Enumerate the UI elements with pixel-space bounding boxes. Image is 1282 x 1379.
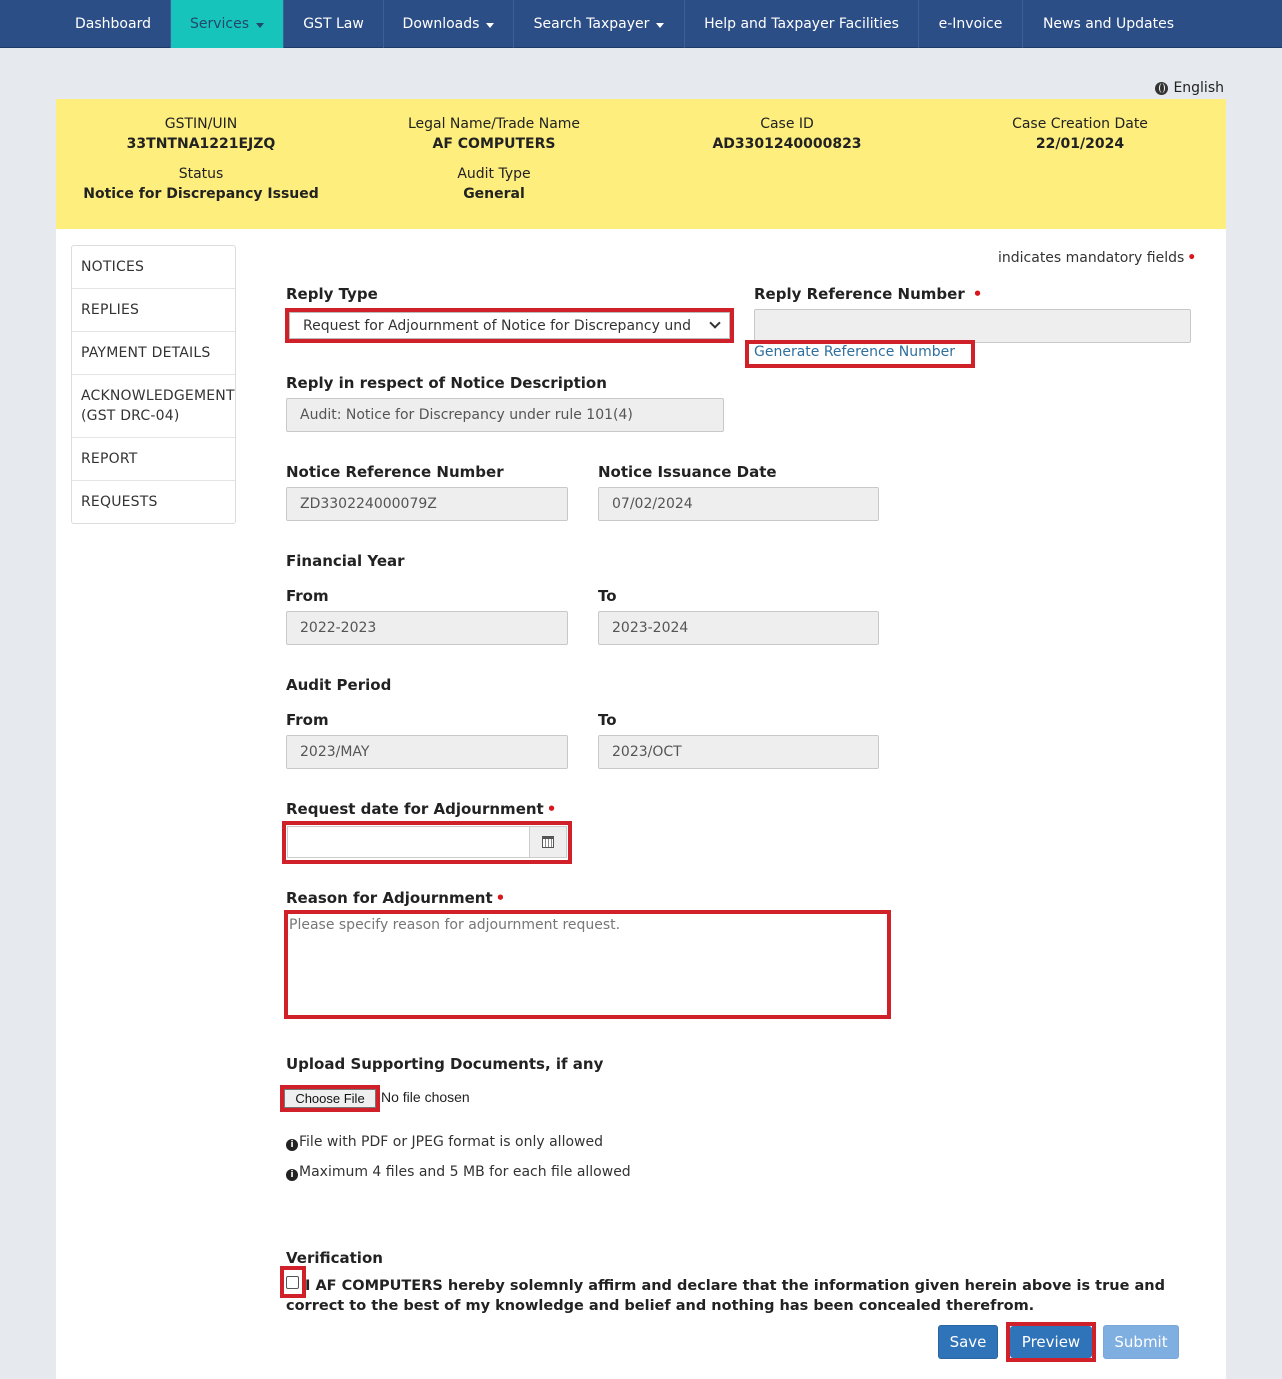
reply-ref-input[interactable]: [754, 309, 1191, 343]
info-icon: i: [286, 1169, 298, 1181]
audit-type-label: Audit Type: [457, 166, 531, 182]
sidebar-item-payment-details[interactable]: PAYMENT DETAILS: [72, 332, 235, 375]
reply-type-select[interactable]: [289, 312, 730, 339]
reason-label-wrap: [286, 889, 505, 907]
gstin-label: GSTIN/UIN: [164, 116, 238, 132]
reply-ref-label: Reply Reference Number: [754, 285, 965, 303]
audit-type-value: General: [463, 186, 525, 202]
language-selector[interactable]: [1155, 80, 1224, 96]
sidebar-item-acknowledgement[interactable]: ACKNOWLEDGEMENT (GST DRC-04): [72, 375, 235, 438]
notice-date-label: Notice Issuance Date: [598, 463, 777, 481]
caret-down-icon: [656, 23, 664, 28]
nav-label: Downloads: [402, 16, 480, 32]
notice-date-field: [598, 487, 879, 521]
case-id-label: Case ID: [760, 116, 814, 132]
audit-period-label: Audit Period: [286, 676, 392, 694]
nav-label: Help and Taxpayer Facilities: [704, 16, 899, 32]
fy-to-label: To: [598, 587, 617, 605]
ap-to-field: [598, 735, 879, 769]
sidebar-item-report[interactable]: REPORT: [72, 438, 235, 481]
status-cell: [56, 164, 346, 204]
nav-downloads[interactable]: [384, 0, 514, 48]
reply-type-value: Request for Adjournment of Notice for Discrepancy und: [303, 317, 691, 334]
verification-text: I AF COMPUTERS hereby solemnly affirm and declare that the information given herein above is true and correct to the best of my knowledge and belief and nothing has been concealed therefrom.: [286, 1278, 1165, 1314]
reply-type-label: Reply Type: [286, 285, 378, 303]
financial-year-label: Financial Year: [286, 552, 405, 570]
nav-label: News and Updates: [1042, 16, 1175, 32]
fy-from-field: [286, 611, 568, 645]
submit-label: Submit: [1114, 1333, 1168, 1351]
verification-label: Verification: [286, 1249, 383, 1267]
notice-desc-field: [286, 398, 724, 432]
sidebar-item-replies[interactable]: REPLIES: [72, 289, 235, 332]
case-id-value: AD3301240000823: [712, 136, 862, 152]
info-icon: i: [286, 1139, 298, 1151]
required-star: •: [972, 285, 983, 303]
nav-label: e-Invoice: [938, 16, 1003, 32]
calendar-icon: [542, 836, 554, 848]
audit-type-cell: [349, 164, 639, 204]
caret-down-icon: [256, 23, 264, 28]
generate-reference-link[interactable]: Generate Reference Number: [754, 344, 956, 360]
format-note-text: File with PDF or JPEG format is only allowed: [299, 1134, 603, 1150]
sidebar-item-notices[interactable]: NOTICES: [72, 246, 235, 289]
language-label: English: [1173, 80, 1224, 96]
reason-label: Reason for Adjournment: [286, 889, 493, 907]
gstin-cell: [56, 114, 346, 154]
reason-textarea[interactable]: [288, 914, 887, 1015]
reply-ref-label-wrap: [754, 285, 982, 303]
ap-from-label: From: [286, 711, 329, 729]
upload-label: Upload Supporting Documents, if any: [286, 1055, 604, 1073]
globe-icon: [1155, 82, 1168, 95]
fy-from-value: 2022-2023: [300, 620, 377, 636]
save-button[interactable]: [938, 1325, 998, 1359]
legal-name-label: Legal Name/Trade Name: [407, 116, 581, 132]
case-date-label: Case Creation Date: [1012, 116, 1148, 132]
mandatory-note-text: indicates mandatory fields: [998, 250, 1185, 266]
case-date-value: 22/01/2024: [1035, 136, 1125, 152]
choose-file-button[interactable]: [284, 1089, 376, 1108]
ap-from-value: 2023/MAY: [300, 744, 370, 760]
legal-name-cell: [349, 114, 639, 154]
notice-ref-field: [286, 487, 568, 521]
nav-dashboard[interactable]: [56, 0, 171, 48]
submit-button[interactable]: [1103, 1325, 1179, 1359]
calendar-button[interactable]: [529, 826, 567, 858]
status-label: Status: [178, 166, 224, 182]
nav-label: GST Law: [303, 16, 364, 32]
nav-label: Search Taxpayer: [533, 16, 650, 32]
size-note: [286, 1164, 631, 1181]
nav-e-invoice[interactable]: [919, 0, 1023, 48]
ap-from-field: [286, 735, 568, 769]
notice-desc-value: Audit: Notice for Discrepancy under rule 101(4): [300, 407, 633, 423]
preview-label: Preview: [1021, 1333, 1081, 1351]
ap-to-label: To: [598, 711, 617, 729]
side-menu: [71, 245, 236, 524]
save-label: Save: [949, 1333, 987, 1351]
nav-label: Services: [189, 16, 250, 32]
adj-date-label-wrap: [286, 800, 556, 818]
no-file-text: No file chosen: [381, 1089, 470, 1105]
nav-help[interactable]: [685, 0, 919, 48]
case-id-cell: [642, 114, 932, 154]
nav-gst-law[interactable]: [284, 0, 384, 48]
notice-ref-value: ZD330224000079Z: [300, 496, 437, 512]
nav-services[interactable]: [171, 0, 284, 48]
nav-label: Dashboard: [75, 16, 151, 32]
chevron-down-icon: [709, 317, 720, 328]
fy-to-field: [598, 611, 879, 645]
fy-to-value: 2023-2024: [612, 620, 689, 636]
required-star: •: [546, 800, 557, 818]
case-info-bar: [56, 99, 1226, 229]
notice-date-value: 07/02/2024: [612, 496, 693, 512]
ap-to-value: 2023/OCT: [612, 744, 682, 760]
adj-date-input[interactable]: [287, 826, 531, 858]
notice-desc-label: Reply in respect of Notice Description: [286, 374, 607, 392]
format-note: [286, 1134, 603, 1151]
size-note-text: Maximum 4 files and 5 MB for each file allowed: [299, 1164, 631, 1180]
status-value: Notice for Discrepancy Issued: [83, 186, 319, 202]
case-date-cell: [935, 114, 1225, 154]
reason-placeholder: Please specify reason for adjournment request.: [289, 917, 621, 933]
nav-search-taxpayer[interactable]: [514, 0, 685, 48]
choose-file-label: Choose File: [295, 1091, 365, 1106]
preview-button[interactable]: [1010, 1326, 1092, 1358]
fy-from-label: From: [286, 587, 329, 605]
required-star: •: [495, 889, 506, 907]
nav-news[interactable]: [1023, 0, 1194, 48]
gstin-value: 33TNTNA1221EJZQ: [126, 136, 276, 152]
legal-name-value: AF COMPUTERS: [432, 136, 556, 152]
required-star: •: [1187, 250, 1197, 266]
notice-ref-label: Notice Reference Number: [286, 463, 504, 481]
mandatory-note: [998, 250, 1196, 266]
caret-down-icon: [486, 23, 494, 28]
adj-date-label: Request date for Adjournment: [286, 800, 544, 818]
top-nav: [0, 0, 1282, 48]
sidebar-item-requests[interactable]: REQUESTS: [81, 494, 158, 510]
